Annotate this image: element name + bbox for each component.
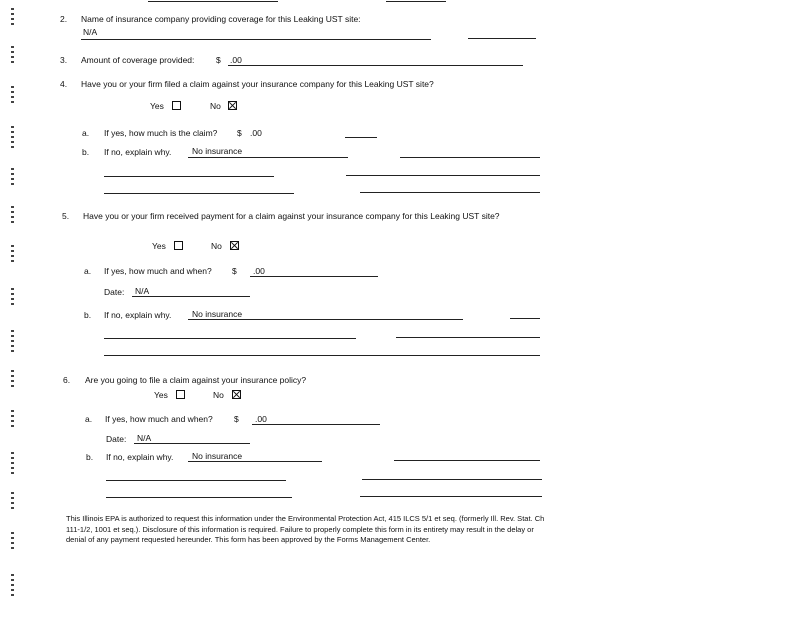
q2-text: Name of insurance company providing coverage for this Leaking UST site: (81, 14, 361, 24)
q5-no-label: No (211, 241, 222, 251)
q6b-line-3b (360, 496, 542, 497)
q4-yes-label: Yes (150, 101, 164, 111)
q3-amount-line (228, 65, 523, 66)
scan-mark (11, 46, 14, 64)
scan-mark (11, 452, 14, 474)
q5-date-line (132, 296, 250, 297)
q4b-answer[interactable]: No insurance (192, 146, 243, 156)
q5b-text: If no, explain why. (104, 310, 172, 320)
q4a-text: If yes, how much is the claim? (104, 128, 218, 138)
q4a-amount[interactable]: .00 (250, 128, 262, 138)
q4b-text: If no, explain why. (104, 147, 172, 157)
q6-yes-checkbox[interactable] (176, 390, 185, 399)
scan-mark (11, 206, 14, 224)
q2-answer-line (81, 39, 431, 40)
q5-number: 5. (62, 211, 70, 221)
q6-no-label: No (213, 390, 224, 400)
q6b-text: If no, explain why. (106, 452, 174, 462)
q5b-line-1 (188, 319, 463, 320)
q5a-amount-line (250, 276, 378, 277)
q6a-currency: $ (234, 414, 239, 424)
q5b-line-3 (104, 355, 540, 356)
q4-text: Have you or your firm filed a claim against your insurance company for this Leaking UST site? (81, 79, 434, 89)
q2-answer[interactable]: N/A (83, 27, 98, 37)
q4b-line-3 (104, 193, 294, 194)
q2-number: 2. (60, 14, 68, 24)
scan-mark (11, 86, 14, 106)
scan-mark (11, 126, 14, 148)
q6a-text: If yes, how much and when? (105, 414, 213, 424)
scan-mark (11, 8, 14, 28)
q4-no-checkbox[interactable] (228, 101, 237, 110)
q6b-line-2 (106, 480, 286, 481)
scan-mark (11, 492, 14, 512)
q3-amount[interactable]: .00 (230, 55, 242, 65)
q6-date-label: Date: (106, 434, 127, 444)
q6b-answer[interactable]: No insurance (192, 451, 243, 461)
q4a-currency: $ (237, 128, 242, 138)
scan-mark (11, 410, 14, 430)
q5a-label: a. (84, 266, 92, 276)
scan-mark (11, 288, 14, 306)
q3-number: 3. (60, 55, 68, 65)
q5-no-checkbox[interactable] (230, 241, 239, 250)
q4-number: 4. (60, 79, 68, 89)
q6b-label: b. (86, 452, 94, 462)
scan-mark (11, 532, 14, 552)
q4b-label: b. (82, 147, 90, 157)
q6b-line-2b (362, 479, 542, 480)
q5b-line-1b (510, 318, 540, 319)
q5b-line-2b (396, 337, 540, 338)
q4-no-label: No (210, 101, 221, 111)
q4b-line-2b (346, 175, 540, 176)
q6-date-line (134, 443, 250, 444)
q4a-label: a. (82, 128, 90, 138)
q5a-amount[interactable]: .00 (253, 266, 265, 276)
q4b-line-1 (188, 157, 348, 158)
q6b-line-1 (188, 461, 322, 462)
q3-currency: $ (216, 55, 221, 65)
q4a-amount-line (345, 137, 377, 138)
q5b-line-2 (104, 338, 356, 339)
top-line (386, 1, 446, 2)
scan-mark (11, 574, 14, 596)
q6a-amount-line (252, 424, 380, 425)
scan-mark (11, 330, 14, 352)
q4b-line-3b (360, 192, 540, 193)
q6-yes-label: Yes (154, 390, 168, 400)
scan-mark (11, 370, 14, 390)
q4b-line-1b (400, 157, 540, 158)
q2-answer-line-2 (468, 38, 536, 39)
q6a-amount[interactable]: .00 (255, 414, 267, 424)
q6-number: 6. (63, 375, 71, 385)
q5-date-value[interactable]: N/A (135, 286, 150, 296)
q6-date-value[interactable]: N/A (137, 433, 152, 443)
q5b-answer[interactable]: No insurance (192, 309, 243, 319)
q6-no-checkbox[interactable] (232, 390, 241, 399)
q5-text: Have you or your firm received payment for a claim against your insurance company for this Leaking UST site? (83, 211, 500, 221)
q5-yes-checkbox[interactable] (174, 241, 183, 250)
q4b-line-2 (104, 176, 274, 177)
scan-mark (11, 168, 14, 188)
q6b-line-3 (106, 497, 292, 498)
q4-yes-checkbox[interactable] (172, 101, 181, 110)
scan-mark (11, 245, 14, 265)
q5-yes-label: Yes (152, 241, 166, 251)
legal-notice: This Illinois EPA is authorized to request this information under the Environmental Protection Act, 415 ILCS 5/1 et seq. (formerly Ill. Rev. Stat. Ch 111-1/2, 1001 et seq.). Disclosure of this information is required. Failure to properly complete this form in its entirety may result in the delay or denial of any payment requested hereunder. This form has been approved by the Forms Management Center. (66, 514, 545, 544)
q6b-line-1b (394, 460, 540, 461)
q5-date-label: Date: (104, 287, 125, 297)
q5b-label: b. (84, 310, 92, 320)
q5a-text: If yes, how much and when? (104, 266, 212, 276)
q3-text: Amount of coverage provided: (81, 55, 195, 65)
top-line (148, 1, 278, 2)
q6-text: Are you going to file a claim against your insurance policy? (85, 375, 307, 385)
q6a-label: a. (85, 414, 93, 424)
q5a-currency: $ (232, 266, 237, 276)
